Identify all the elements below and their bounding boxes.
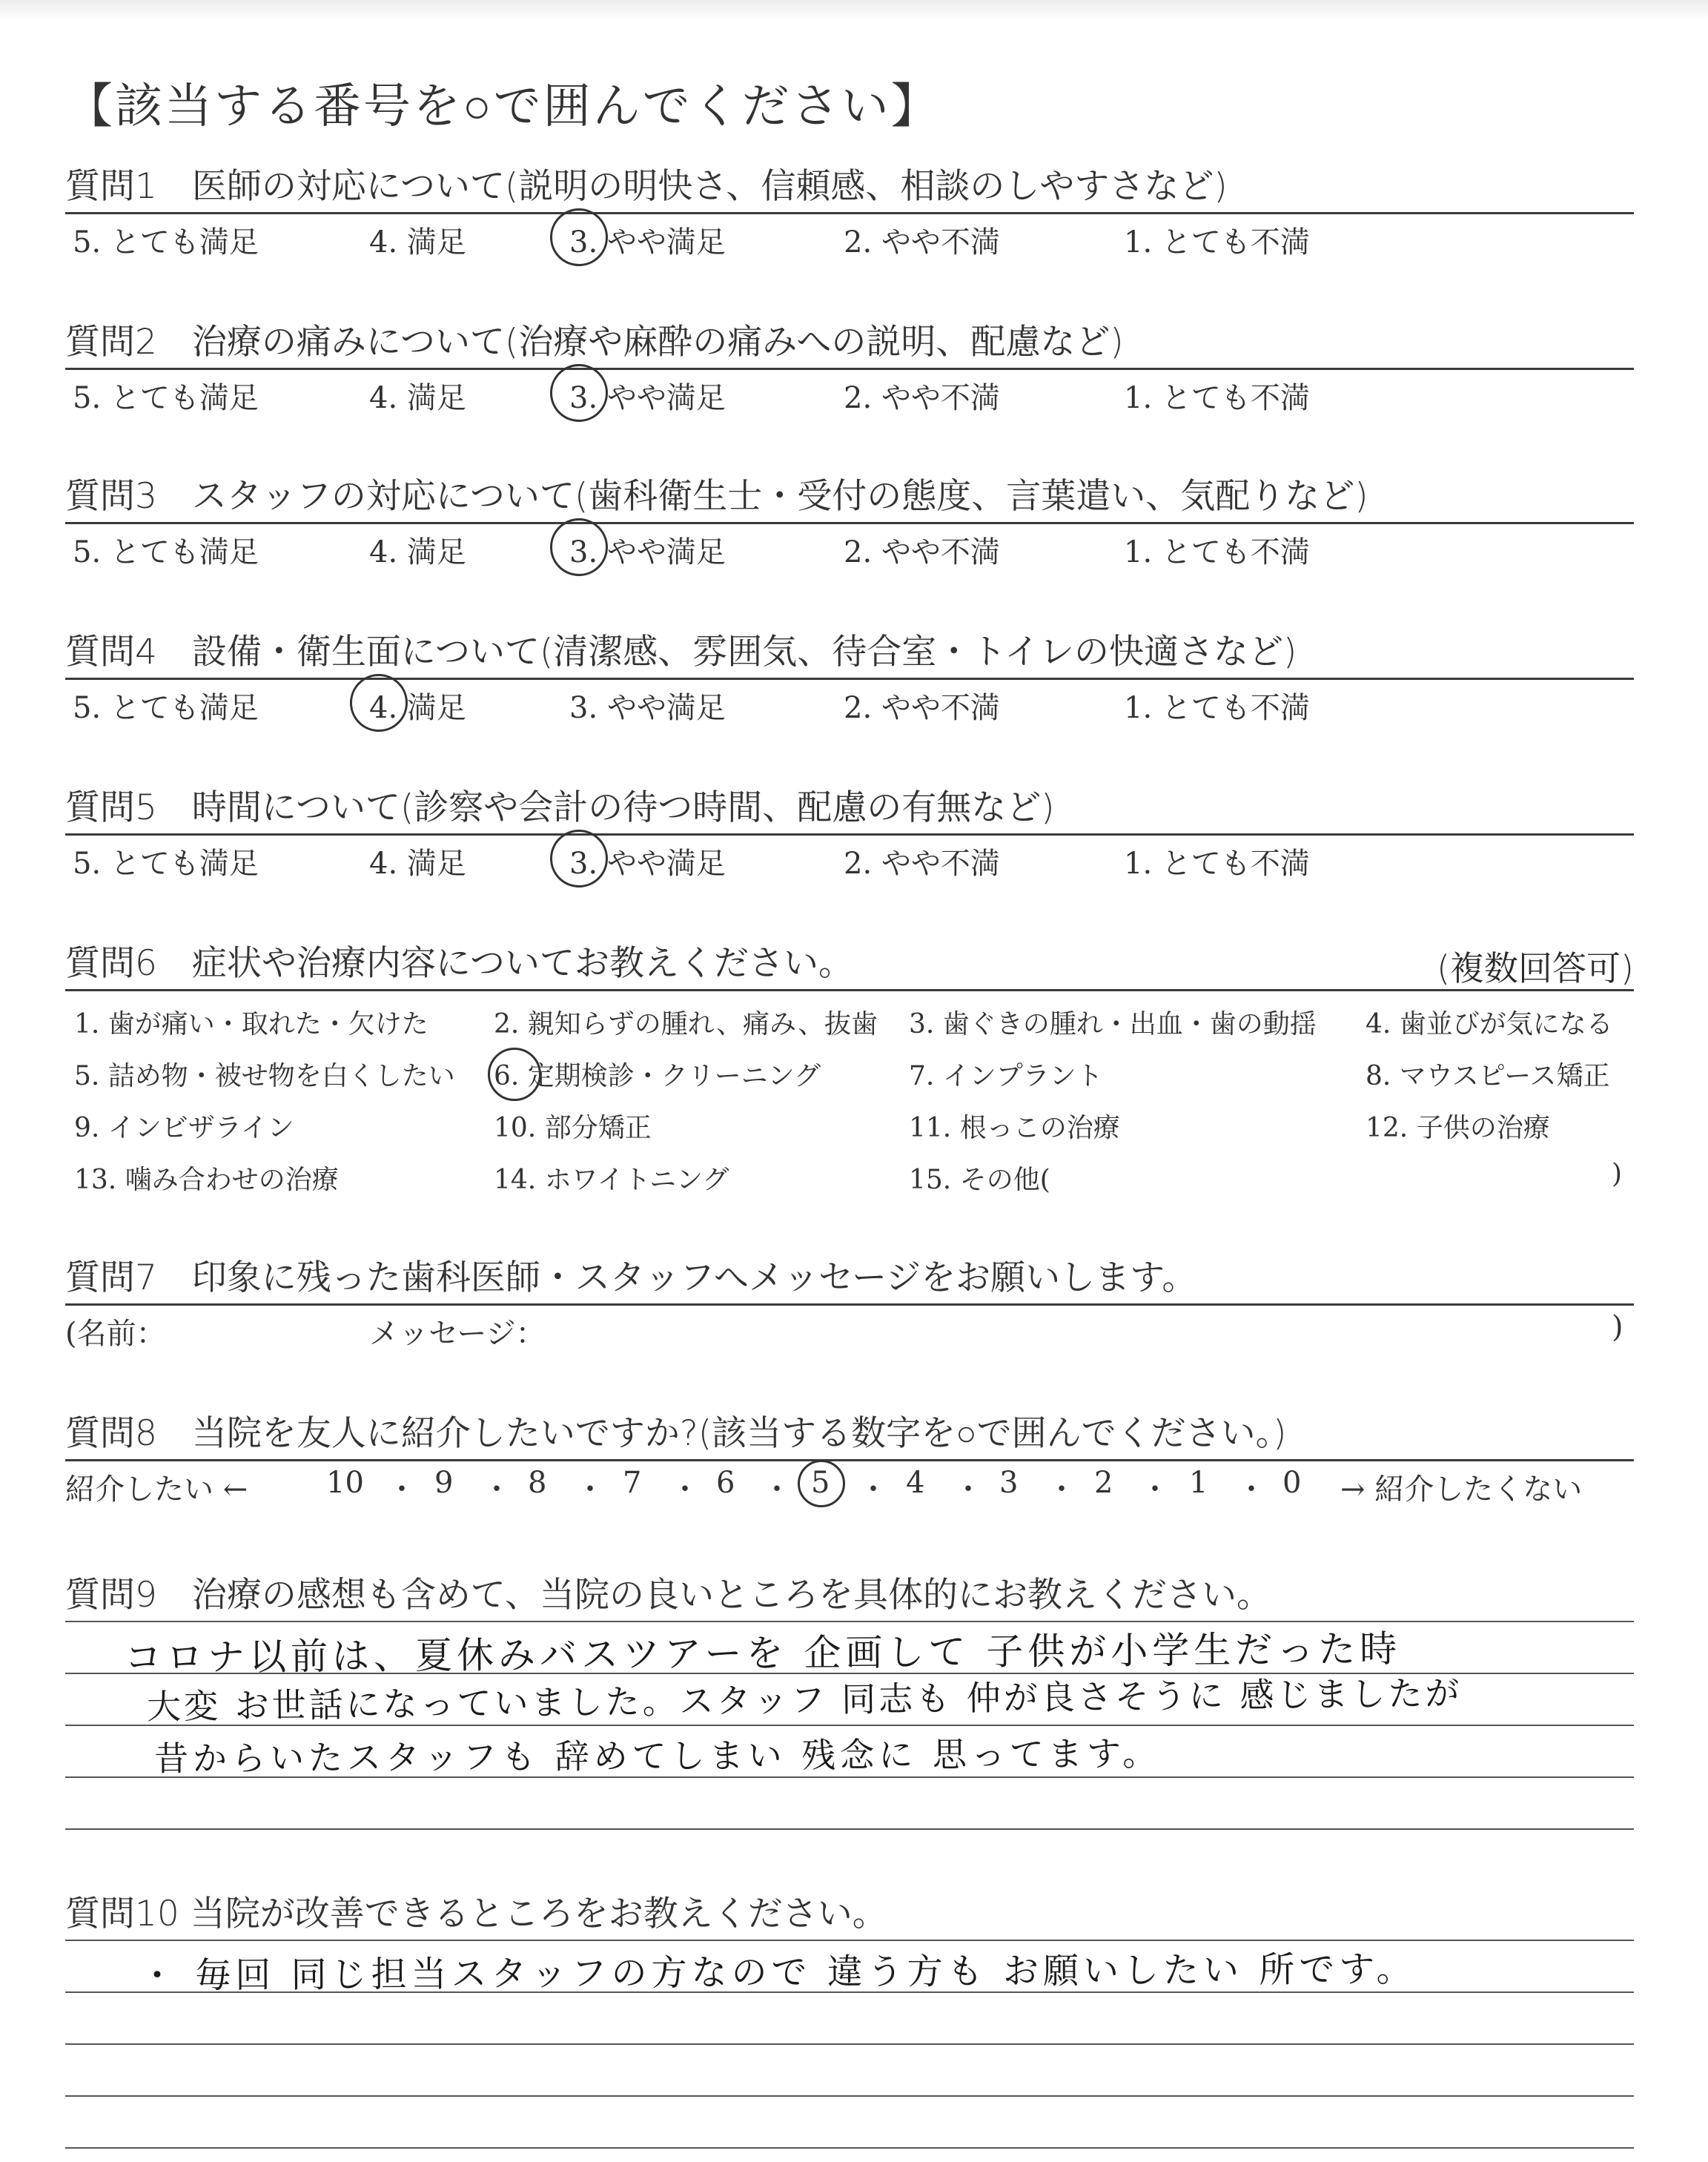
question-title: 質問1 医師の対応について(説明の明快さ、信頼感、相談のしやすさなど) (65, 166, 1228, 207)
scale-3[interactable]: 3 (999, 1466, 1019, 1500)
rating-choices (65, 524, 1634, 572)
rating-option-2[interactable]: 2. やや不満 (844, 381, 1000, 415)
question-3 (65, 475, 1634, 572)
question-title: 質問9 治療の感想も含めて、当院の良いところを具体的にお教えください。 (65, 1575, 1271, 1616)
option-12[interactable]: 12. 子供の治療 (1366, 1113, 1550, 1143)
question-4 (65, 630, 1634, 727)
page-top-edge (0, 0, 1708, 21)
question-7 (65, 1256, 1634, 1353)
rating-option-1[interactable]: 1. とても不満 (1124, 225, 1310, 259)
answer-line (65, 2043, 1634, 2045)
rating-choices (65, 836, 1634, 883)
scale-1[interactable]: 1 (1189, 1466, 1208, 1500)
scale-separator: ・ (482, 1472, 512, 1507)
rating-option-4[interactable]: 4. 満足 (369, 847, 466, 881)
scale-5[interactable]: 5 (811, 1466, 830, 1500)
answer-line (65, 1828, 1634, 1830)
rating-option-2[interactable]: 2. やや不満 (844, 847, 1000, 881)
rating-choices (65, 370, 1634, 417)
recommend-right-label: → 紹介したくない (1340, 1472, 1583, 1507)
rating-choices (65, 680, 1634, 727)
rating-option-1[interactable]: 1. とても不満 (1124, 691, 1310, 725)
scale-separator: ・ (1237, 1472, 1266, 1507)
scale-0[interactable]: 0 (1282, 1466, 1302, 1500)
rating-option-5[interactable]: 5. とても満足 (73, 381, 259, 415)
recommend-scale (65, 1461, 1634, 1506)
handwritten-line-2: 大変 お世話になっていました。スタッフ 同志も 仲が良さそうに 感じましたが (146, 1673, 1463, 1727)
rating-option-4[interactable]: 4. 満足 (369, 225, 466, 259)
message-label: メッセージ： (369, 1317, 546, 1351)
other-close-paren: ) (1612, 1159, 1623, 1189)
option-15-other[interactable]: 15. その他( (909, 1165, 1050, 1195)
recommend-left-label: 紹介したい ← (65, 1472, 248, 1507)
rating-option-3[interactable]: 3. やや満足 (569, 535, 726, 569)
scale-2[interactable]: 2 (1094, 1466, 1113, 1500)
option-2[interactable]: 2. 親知らずの腫れ、痛み、抜歯 (494, 1009, 878, 1039)
rating-option-5[interactable]: 5. とても満足 (73, 225, 259, 259)
scale-separator: ・ (858, 1472, 888, 1507)
rating-option-2[interactable]: 2. やや不満 (844, 535, 1000, 569)
message-fields (65, 1306, 1634, 1353)
handwritten-line-1: ・ 毎回 同じ担当スタッフの方なので 違う方も お願いしたい 所です。 (139, 1948, 1417, 1997)
rating-option-3[interactable]: 3. やや満足 (569, 691, 726, 725)
question-title: 質問6 症状や治療内容についてお教えください。 (65, 943, 853, 984)
scale-7[interactable]: 7 (623, 1466, 642, 1500)
option-8[interactable]: 8. マウスピース矯正 (1366, 1061, 1610, 1091)
question-10 (65, 1892, 1634, 2162)
rating-option-4[interactable]: 4. 満足 (369, 381, 466, 415)
scale-separator: ・ (670, 1472, 700, 1507)
option-6[interactable]: 6. 定期検診・クリーニング (494, 1061, 821, 1091)
multiple-answer-note: (複数回答可) (1437, 948, 1634, 988)
rating-option-5[interactable]: 5. とても満足 (73, 847, 259, 881)
question-title: 質問2 治療の痛みについて(治療や麻酔の痛みへの説明、配慮など) (65, 322, 1124, 363)
option-3[interactable]: 3. 歯ぐきの腫れ・出血・歯の動揺 (909, 1009, 1317, 1039)
answer-line (65, 2147, 1634, 2149)
question-title: 質問3 スタッフの対応について(歯科衛生士・受付の態度、言葉遣い、気配りなど) (65, 476, 1368, 517)
rating-option-5[interactable]: 5. とても満足 (73, 535, 259, 569)
message-close-paren: ) (1612, 1310, 1623, 1344)
scale-separator: ・ (762, 1472, 792, 1507)
question-title: 質問10 当院が改善できるところをお教えください。 (65, 1894, 887, 1934)
scale-separator: ・ (387, 1472, 417, 1507)
rating-option-2[interactable]: 2. やや不満 (844, 691, 1000, 725)
scale-separator: ・ (953, 1472, 983, 1507)
scale-9[interactable]: 9 (434, 1466, 454, 1500)
scale-8[interactable]: 8 (528, 1466, 547, 1500)
option-13[interactable]: 13. 噛み合わせの治療 (74, 1165, 339, 1195)
rating-option-5[interactable]: 5. とても満足 (73, 691, 259, 725)
rating-option-2[interactable]: 2. やや不満 (844, 225, 1000, 259)
answer-line (65, 2095, 1634, 2097)
name-label: (名前： (65, 1317, 166, 1351)
option-5[interactable]: 5. 詰め物・被せ物を白くしたい (74, 1061, 455, 1091)
handwritten-line-1: コロナ以前は、夏休みバスツアーを 企画して 子供が小学生だった時 (124, 1627, 1402, 1679)
rating-option-3[interactable]: 3. やや満足 (569, 225, 726, 259)
question-6 (65, 942, 1634, 1214)
rating-option-1[interactable]: 1. とても不満 (1124, 381, 1310, 415)
rating-option-1[interactable]: 1. とても不満 (1124, 847, 1310, 881)
scale-10[interactable]: 10 (326, 1466, 364, 1500)
answer-lines (65, 1621, 1634, 1851)
symptom-options (65, 991, 1634, 1214)
scale-separator: ・ (1140, 1472, 1170, 1507)
scale-6[interactable]: 6 (716, 1466, 735, 1500)
option-9[interactable]: 9. インビザライン (74, 1113, 294, 1143)
option-1[interactable]: 1. 歯が痛い・取れた・欠けた (74, 1009, 428, 1039)
handwritten-line-3: 昔からいたスタッフも 辞めてしまい 残念に 思ってます。 (153, 1733, 1162, 1779)
option-7[interactable]: 7. インプラント (909, 1061, 1103, 1091)
rating-option-4[interactable]: 4. 満足 (369, 691, 466, 725)
rating-option-3[interactable]: 3. やや満足 (569, 381, 726, 415)
rating-option-4[interactable]: 4. 満足 (369, 535, 466, 569)
rating-choices (65, 214, 1634, 262)
option-10[interactable]: 10. 部分矯正 (494, 1113, 652, 1143)
question-title: 質問8 当院を友人に紹介したいですか?(該当する数字を○で囲んでください。) (65, 1413, 1287, 1454)
option-11[interactable]: 11. 根っこの治療 (909, 1113, 1120, 1143)
scale-4[interactable]: 4 (906, 1466, 925, 1500)
question-2 (65, 320, 1634, 417)
question-1 (65, 165, 1634, 262)
option-14[interactable]: 14. ホワイトニング (494, 1165, 729, 1195)
question-5 (65, 786, 1634, 883)
scale-separator: ・ (575, 1472, 605, 1507)
rating-option-1[interactable]: 1. とても不満 (1124, 535, 1310, 569)
rating-option-3[interactable]: 3. やや満足 (569, 847, 726, 881)
form-heading: 【該当する番号を○で囲んでください】 (65, 79, 941, 134)
question-title: 質問4 設備・衛生面について(清潔感、雰囲気、待合室・トイレの快適さなど) (65, 632, 1297, 672)
question-title: 質問7 印象に残った歯科医師・スタッフへメッセージをお願いします。 (65, 1257, 1197, 1298)
option-4[interactable]: 4. 歯並びが気になる (1366, 1009, 1613, 1039)
question-8 (65, 1412, 1634, 1506)
answer-lines (65, 1940, 1634, 2162)
question-9 (65, 1573, 1634, 1851)
scale-separator: ・ (1047, 1472, 1076, 1507)
question-title: 質問5 時間について(診察や会計の待つ時間、配慮の有無など) (65, 787, 1055, 828)
